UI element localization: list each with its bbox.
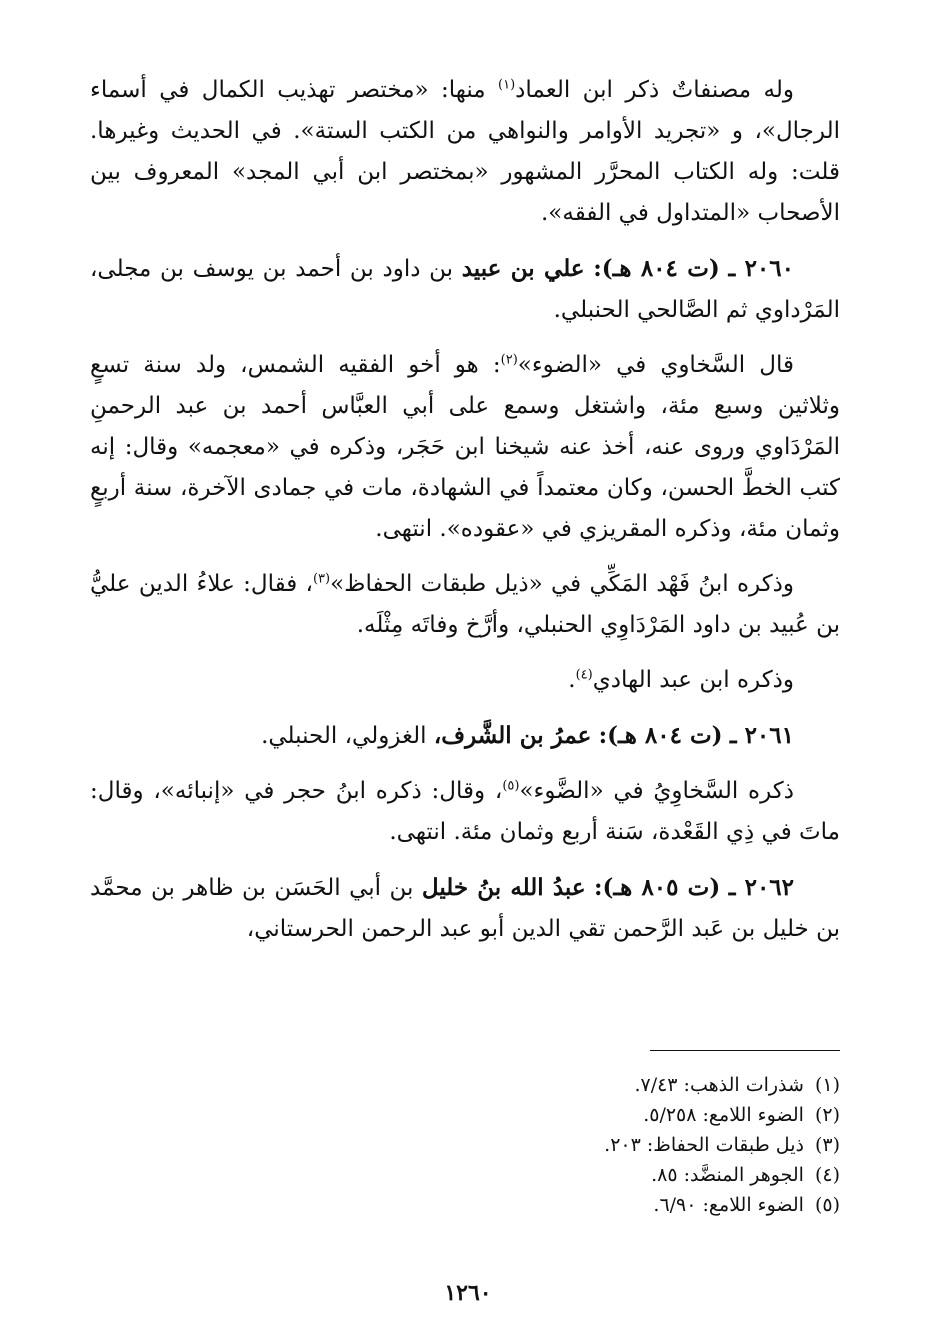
footnote-ref: (٤) <box>575 667 593 683</box>
entry-name: علي بن عبيد <box>461 255 585 282</box>
footnote-item <box>240 1070 840 1100</box>
paragraph-text: قال السَّخاوي في «الضوء» <box>517 352 795 378</box>
footnote-ref: (١) <box>498 77 516 93</box>
entry-date: (ت ٨٠٤ هـ): <box>593 255 720 282</box>
footnote-ref: (٥) <box>502 778 520 794</box>
paragraph-text: : هو أخو الفقيه الشمس، ولد سنة تسعٍ وثلاثين وسبع مئة، واشتغل وسمع على أبي العبَّاس أحمد بن عبد الرحمنِ المَرْدَاوي وروى عنه، أخذ عنه شيخنا ابن حَجَر، وذكره في «معجمه» وقال: إنه كتب الخطَّ الحسن، وكان معتمداً في الشهادة، مات في جمادى الآخرة، سنة أربعٍ وثمان مئة، وذكره المقريزي في «عقوده». انتهى. <box>90 352 840 542</box>
page-body <box>90 70 840 964</box>
entry-date: (ت ٨٠٥ هـ): <box>594 874 721 901</box>
entry-text: بن داود بن أحمد بن يوسف بن مجلى، المَرْداوي ثم الصَّالحي الحنبلي. <box>90 256 840 323</box>
paragraph <box>90 564 840 646</box>
footnote-item <box>240 1190 840 1220</box>
paragraph-text: وذكره ابنُ فَهْد المَكِّي في «ذيل طبقات الحفاظ» <box>330 571 795 597</box>
footnote-text: شذرات الذهب: ٧/٤٣. <box>634 1074 804 1096</box>
entry-number: ٢٠٦٢ ـ <box>728 874 795 901</box>
footnote-item <box>240 1100 840 1130</box>
entry-date: (ت ٨٠٤ هـ): <box>598 722 723 749</box>
footnote-text: ذيل طبقات الحفاظ: ٢٠٣. <box>604 1134 804 1156</box>
entry-number: ٢٠٦٠ ـ <box>728 255 794 282</box>
paragraph <box>90 345 840 550</box>
footnotes <box>240 1070 840 1220</box>
footnote-ref: (٢) <box>500 352 518 368</box>
entry-name: عمرُ بن الشَّرف، <box>433 722 592 749</box>
entry-2061 <box>90 715 840 757</box>
footnote-text: الضوء اللامع: ٥/٢٥٨. <box>643 1104 804 1126</box>
paragraph <box>90 660 840 701</box>
paragraph-text: وذكره ابن عبد الهادي <box>592 667 794 693</box>
paragraph <box>90 70 840 234</box>
footnote-number: (٤) <box>814 1164 840 1186</box>
footnote-number: (١) <box>814 1074 840 1096</box>
entry-number: ٢٠٦١ ـ <box>729 722 794 749</box>
footnote-number: (٢) <box>814 1104 840 1126</box>
paragraph-text: ، فقال: علاءُ الدين عليُّ بن عُبيد بن داود المَرْدَاوِي الحنبلي، وأرَّخ وفاتَه مِثْلَه. <box>90 571 840 638</box>
paragraph-text: ذكره السَّخاوِيُ في «الضَّوء» <box>519 778 794 804</box>
entry-2060 <box>90 248 840 331</box>
footnote-number: (٣) <box>814 1134 840 1156</box>
paragraph-text: منها: «مختصر تهذيب الكمال في أسماء الرجال»، و «تجريد الأوامر والنواهي من الكتب الستة». في الحديث وغيرها. قلت: وله الكتاب المحرَّر المشهور «بمختصر ابن أبي المجد» المعروف بين الأصحاب «المتداول في الفقه». <box>90 77 840 226</box>
footnote-text: الجوهر المنضَّد: ٨٥. <box>651 1164 804 1186</box>
paragraph-text: وله مصنفاتٌ ذكر ابن العماد <box>515 77 794 103</box>
entry-2062 <box>90 867 840 950</box>
entry-name: عبدُ الله بنُ خليل <box>421 874 586 901</box>
footnote-item <box>240 1160 840 1190</box>
entry-text: الغزولي، الحنبلي. <box>261 723 427 749</box>
paragraph <box>90 771 840 853</box>
paragraph-text: ، وقال: ذكره ابنُ حجر في «إنبائه»، وقال: ماتَ في ذِي القَعْدة، سَنة أربع وثمان مئة. انتهى. <box>90 778 840 845</box>
entry-text: بن أبي الحَسَن بن ظاهر بن محمَّد بن خليل بن عَبد الرَّحمن تقي الدين أبو عبد الرحمن الحرستاني، <box>90 875 840 942</box>
paragraph-text: . <box>568 667 576 693</box>
page-number: ١٢٦٠ <box>444 1280 492 1306</box>
footnote-text: الضوء اللامع: ٦/٩٠. <box>653 1194 804 1216</box>
footnote-divider <box>650 1050 840 1051</box>
footnote-ref: (٣) <box>312 571 331 587</box>
footnote-number: (٥) <box>814 1194 840 1216</box>
footnote-item <box>240 1130 840 1160</box>
